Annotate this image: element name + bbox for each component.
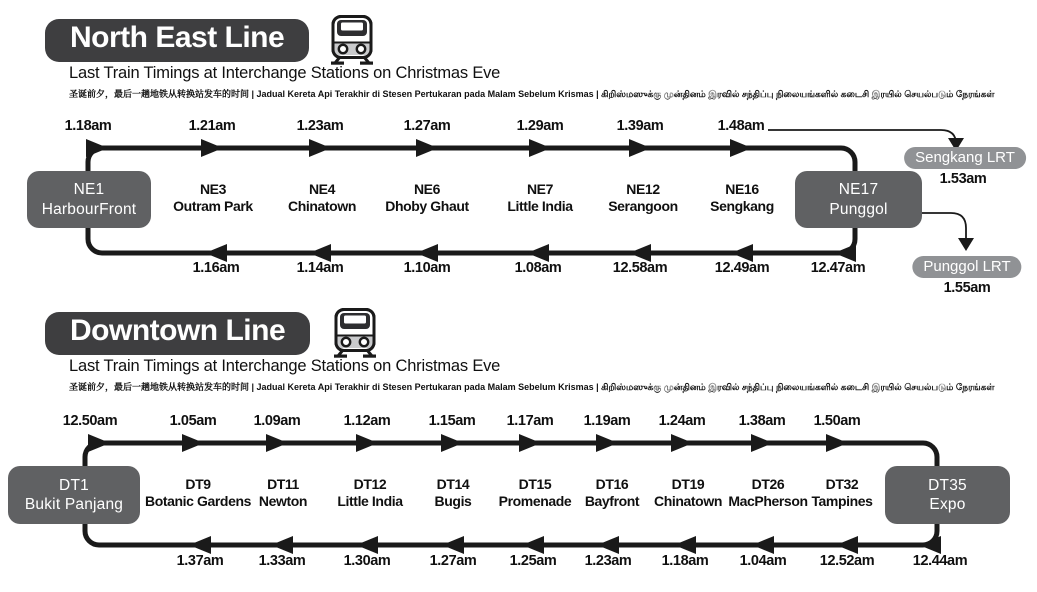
dt-forward-timing: 1.19am — [583, 413, 631, 429]
dt-return-timing: 1.27am — [429, 553, 477, 569]
ne-station-outram-park — [173, 181, 253, 215]
dt-return-timing: 12.52am — [819, 553, 875, 569]
dt-return-timing: 1.33am — [258, 553, 306, 569]
station-code: DT15 — [518, 476, 552, 492]
dt-station-macpherson — [728, 476, 807, 510]
ne-return-timing: 12.47am — [810, 260, 866, 276]
ne-subtitle-translations: 圣诞前夕，最后一趟地铁从转换站发车的时间 | Jadual Kereta Api Terakhir di Stesen Pertukaran pada Malam Sebelum Krismas | கிறிஸ்மஸுக்கு முன்தினம் இரவில் சந்திப்பு நிலையங்களில் கடைசி இரயில் செயல்படும் நேரங்கள் — [69, 89, 995, 99]
station-name: Promenade — [498, 493, 572, 509]
sengkang-lrt-time: 1.53am — [939, 171, 987, 187]
dt-station-bugis — [435, 476, 472, 510]
dt-subtitle-translations: 圣诞前夕，最后一趟地铁从转换站发车的时间 | Jadual Kereta Api Terakhir di Stesen Pertukaran pada Malam Sebelum Krismas | கிறிஸ்மஸுக்கு முன்தினம் இரவில் சந்திப்பு நிலையங்களில் கடைசி இரயில் செயல்படும் நேரங்கள் — [69, 382, 995, 392]
ne-terminal-harbourfront — [27, 171, 151, 228]
ne-return-timing: 1.14am — [296, 260, 344, 276]
dt-forward-timing: 1.09am — [253, 413, 301, 429]
ne-station-dhoby-ghaut — [385, 181, 468, 215]
dt-forward-timing: 12.50am — [62, 413, 118, 429]
station-name: Newton — [258, 493, 308, 509]
ne-station-little-india — [507, 181, 572, 215]
ne-subtitle: Last Train Timings at Interchange Stations on Christmas Eve — [69, 64, 501, 82]
station-name: Dhoby Ghaut — [385, 198, 469, 214]
dt-return-timing: 1.04am — [739, 553, 787, 569]
punggol-lrt-time: 1.55am — [943, 280, 991, 296]
train-icon — [332, 308, 378, 358]
dt-return-timing: 1.23am — [584, 553, 632, 569]
station-name: Bugis — [434, 493, 472, 509]
station-code: DT16 — [595, 476, 629, 492]
dt-station-chinatown — [654, 476, 722, 510]
terminal-code: DT1 — [59, 476, 89, 494]
ne-forward-timing: 1.27am — [403, 118, 451, 134]
station-code: DT12 — [353, 476, 387, 492]
dt-forward-timing: 1.50am — [813, 413, 861, 429]
dt-forward-timing: 1.12am — [343, 413, 391, 429]
ne-forward-timing: 1.39am — [616, 118, 664, 134]
ne-title-text: North East Line — [70, 21, 285, 54]
dt-title-badge — [45, 312, 310, 355]
station-name: MacPherson — [728, 493, 808, 509]
dt-forward-timing: 1.17am — [506, 413, 554, 429]
station-code: DT11 — [267, 476, 299, 492]
ne-station-sengkang — [710, 181, 774, 215]
station-code: NE7 — [526, 181, 554, 197]
terminal-name: HarbourFront — [41, 200, 137, 218]
terminal-name: Bukit Panjang — [24, 496, 124, 513]
terminal-code: NE17 — [838, 181, 879, 198]
station-code: DT14 — [436, 476, 470, 492]
station-name: Little India — [337, 493, 403, 509]
station-code: DT26 — [751, 476, 785, 492]
ne-title-badge — [45, 19, 309, 62]
station-code: NE12 — [626, 181, 660, 197]
ne-return-timing: 12.58am — [612, 260, 668, 276]
dt-subtitle: Last Train Timings at Interchange Stations on Christmas Eve — [69, 357, 501, 375]
ne-return-timing: 12.49am — [714, 260, 770, 276]
ne-return-timing: 1.16am — [192, 260, 240, 276]
dt-title-text: Downtown Line — [70, 314, 286, 347]
ne-forward-timing: 1.29am — [516, 118, 564, 134]
station-name: Chinatown — [654, 493, 722, 509]
station-name: Bayfront — [584, 493, 640, 509]
ne-station-chinatown — [288, 181, 356, 215]
station-code: DT32 — [825, 476, 859, 492]
ne-return-timing: 1.08am — [514, 260, 562, 276]
dt-return-timing: 1.18am — [661, 553, 709, 569]
ne-forward-timing: 1.21am — [188, 118, 236, 134]
station-name: Outram Park — [173, 198, 253, 214]
station-name: Serangoon — [608, 198, 678, 214]
ne-forward-timing: 1.23am — [296, 118, 344, 134]
station-name: Botanic Gardens — [144, 493, 252, 509]
dt-return-timing: 1.37am — [176, 553, 224, 569]
dt-station-little-india — [337, 476, 402, 510]
dt-station-botanic-gardens — [145, 476, 251, 510]
sengkang-lrt-badge: Sengkang LRT — [904, 147, 1026, 169]
dt-station-newton — [259, 476, 307, 510]
ne-terminal-punggol — [795, 171, 922, 228]
terminal-name: Expo — [929, 496, 966, 513]
terminal-name: Punggol — [829, 200, 888, 218]
dt-station-bayfront — [585, 476, 639, 510]
dt-return-timing: 1.30am — [343, 553, 391, 569]
dt-forward-timing: 1.15am — [428, 413, 476, 429]
dt-forward-timing: 1.38am — [738, 413, 786, 429]
dt-forward-timing: 1.24am — [658, 413, 706, 429]
station-code: NE4 — [308, 181, 336, 197]
dt-return-timing: 12.44am — [912, 553, 968, 569]
station-code: NE16 — [725, 181, 759, 197]
dt-terminal-bukit-panjang — [8, 466, 140, 524]
ne-forward-timing: 1.18am — [64, 118, 112, 134]
punggol-lrt-connector — [921, 213, 974, 251]
station-code: DT19 — [671, 476, 705, 492]
dt-station-tampines — [811, 476, 872, 510]
dt-terminal-expo — [885, 466, 1010, 524]
ne-return-timing: 1.10am — [403, 260, 451, 276]
dt-station-promenade — [499, 476, 572, 510]
punggol-lrt-badge: Punggol LRT — [912, 256, 1021, 278]
station-name: Chinatown — [288, 198, 356, 214]
dt-forward-timing: 1.05am — [169, 413, 217, 429]
station-code: NE6 — [413, 181, 441, 197]
station-code: DT9 — [185, 476, 211, 492]
terminal-code: DT35 — [928, 476, 967, 494]
ne-forward-timing: 1.48am — [717, 118, 765, 134]
terminal-code: NE1 — [73, 181, 105, 198]
station-name: Little India — [507, 198, 573, 214]
station-name: Sengkang — [710, 198, 774, 214]
train-icon — [329, 15, 375, 65]
dt-return-timing: 1.25am — [509, 553, 557, 569]
station-name: Tampines — [811, 493, 873, 509]
ne-station-serangoon — [608, 181, 678, 215]
station-code: NE3 — [199, 181, 227, 197]
